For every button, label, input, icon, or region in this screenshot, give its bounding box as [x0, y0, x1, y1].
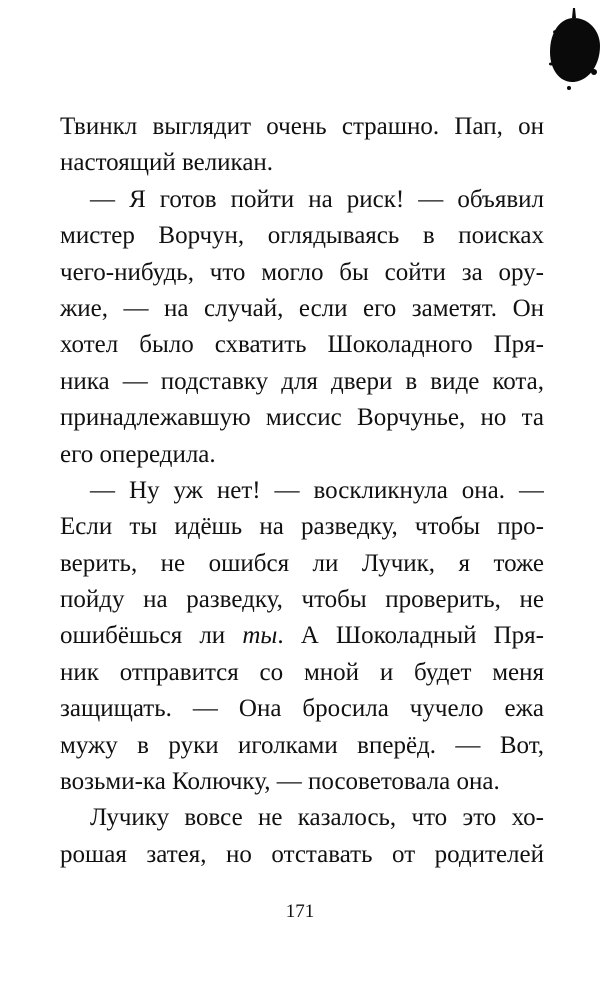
text-line — [60, 691, 544, 727]
text-line — [60, 109, 544, 145]
text-line — [60, 400, 544, 436]
text-line — [60, 546, 544, 582]
text-line — [60, 327, 544, 363]
text-line — [60, 837, 544, 873]
text-line — [60, 655, 544, 691]
book-text — [60, 109, 544, 873]
text-line — [60, 182, 544, 218]
text-line — [60, 473, 544, 509]
text-segment: Лучику вовсе не казалось, что это хо- — [90, 804, 544, 832]
text-segment: мистер Ворчун, оглядываясь в поисках — [60, 222, 544, 250]
text-segment: рошая затея, но отставать от родителей — [60, 840, 544, 868]
italic-word: ты — [242, 622, 278, 650]
text-line — [60, 218, 544, 254]
text-segment: ошибёшься ли — [60, 622, 243, 650]
text-line — [60, 618, 544, 654]
text-segment: Твинкл выглядит очень страшно. Пап, он — [60, 113, 544, 140]
text-segment: ник отправится со мной и будет меня — [60, 658, 544, 686]
text-segment: принадлежавшую миссис Ворчунье, но та — [60, 404, 544, 432]
text-segment: верить, не ошибся ли Лучик, я тоже — [60, 549, 544, 577]
text-segment: мужу в руки иголками вперёд. — Вот, — [60, 731, 544, 759]
text-line — [60, 291, 544, 327]
text-line — [60, 437, 544, 473]
text-line — [60, 582, 544, 618]
text-segment: жие, — на случай, если его заметят. Он — [60, 294, 544, 322]
text-line — [60, 509, 544, 545]
text-segment: настоящий великан. — [60, 149, 274, 177]
text-segment: хотел было схватить Шоколадного Пря- — [60, 331, 544, 359]
text-line — [60, 255, 544, 291]
text-line — [60, 800, 544, 836]
text-segment: защищать. — Она бросила чучело ежа — [60, 695, 544, 723]
text-segment: пойду на разведку, чтобы проверить, не — [60, 586, 544, 614]
text-line — [60, 145, 544, 181]
text-segment: возьми-ка Колючку, — посоветовала она. — [60, 768, 500, 796]
text-line — [60, 728, 544, 764]
text-line — [60, 764, 544, 800]
text-segment: — Ну уж нет! — воскликнула она. — — [90, 476, 544, 504]
page-number: 171 — [285, 901, 315, 922]
text-segment: его опередила. — [60, 440, 216, 468]
text-segment: чего-нибудь, что могло бы сойти за ору- — [60, 258, 544, 286]
text-segment: . А Шоколадный Пря- — [277, 622, 544, 650]
text-line — [60, 364, 544, 400]
ink-blot-icon — [548, 8, 600, 92]
text-segment: ника — подставку для двери в виде кота, — [60, 367, 544, 395]
text-segment: — Я готов пойти на риск! — объявил — [90, 185, 544, 213]
text-segment: Если ты идёшь на разведку, чтобы про- — [60, 513, 544, 541]
